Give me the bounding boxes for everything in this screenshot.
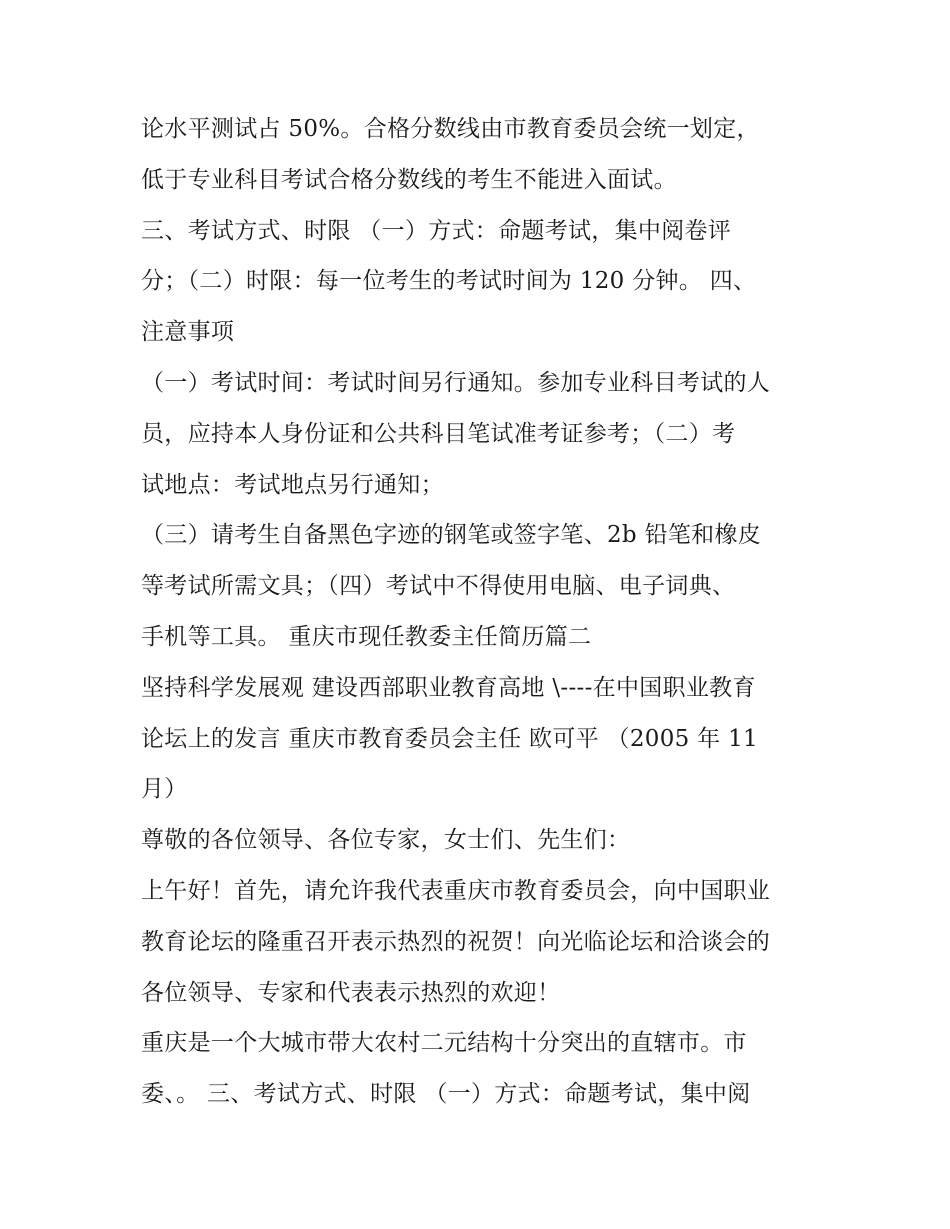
text-line: （一）考试时间：考试时间另行通知。参加专业科目考试的人 <box>141 369 771 396</box>
text-line: 三、考试方式、时限 （一）方式：命题考试，集中阅卷评 <box>141 217 732 244</box>
text-line: 分；（二）时限：每一位考生的考试时间为 120 分钟。 四、 <box>141 268 757 295</box>
text-line: 月） <box>141 776 188 803</box>
text-line: 教育论坛的隆重召开表示热烈的祝贺！向光临论坛和洽谈会的 <box>141 928 771 955</box>
text-line: 试地点：考试地点另行通知； <box>141 471 444 498</box>
text-line: 委、。 三、考试方式、时限 （一）方式：命题考试，集中阅 <box>141 1081 751 1108</box>
text-line: 论坛上的发言 重庆市教育委员会主任 欧可平 （2005 年 11 <box>141 725 758 752</box>
text-line: 手机等工具。 重庆市现任教委主任简历篇二 <box>141 623 592 650</box>
text-line: 低于专业科目考试合格分数线的考生不能进入面试。 <box>141 166 677 193</box>
text-line: 重庆是一个大城市带大农村二元结构十分突出的直辖市。市 <box>141 1030 747 1057</box>
text-line: 尊敬的各位领导、各位专家，女士们、先生们： <box>141 827 631 854</box>
text-line: 各位领导、专家和代表表示热烈的欢迎！ <box>141 979 561 1006</box>
text-line: 员，应持本人身份证和公共科目笔试准考证参考；（二）考 <box>141 420 736 447</box>
text-line: 上午好！首先，请允许我代表重庆市教育委员会，向中国职业 <box>141 877 771 904</box>
text-line: 等考试所需文具；（四）考试中不得使用电脑、电子词典、 <box>141 573 736 600</box>
document-body <box>141 104 831 1120</box>
text-line: 坚持科学发展观 建设西部职业教育高地 \----在中国职业教育 <box>141 674 756 701</box>
text-line: 注意事项 <box>141 319 235 346</box>
text-line: （三）请考生自备黑色字迹的钢笔或签字笔、2b 铅笔和橡皮 <box>141 522 762 549</box>
text-line: 论水平测试占 50%。合格分数线由市教育委员会统一划定， <box>141 116 760 142</box>
